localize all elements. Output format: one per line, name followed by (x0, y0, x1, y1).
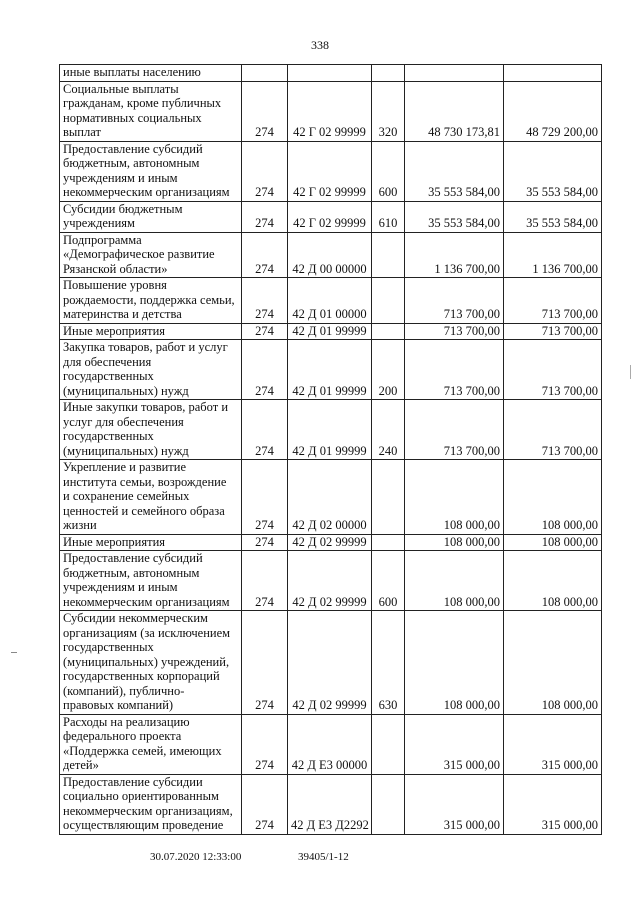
table-row (60, 611, 602, 715)
row-code: 274 (242, 323, 288, 340)
row-target-article: 42 Д 02 99999 (288, 534, 372, 551)
row-amount-1: 713 700,00 (405, 323, 504, 340)
row-amount-2: 713 700,00 (504, 400, 602, 460)
row-amount-2: 48 729 200,00 (504, 81, 602, 141)
row-amount-1: 315 000,00 (405, 714, 504, 774)
table-row (60, 340, 602, 400)
row-code: 274 (242, 534, 288, 551)
row-amount-2: 713 700,00 (504, 323, 602, 340)
row-expense-type: 630 (372, 611, 405, 715)
row-expense-type: 610 (372, 201, 405, 232)
table-row (60, 400, 602, 460)
row-amount-2: 315 000,00 (504, 774, 602, 834)
row-amount-1 (405, 65, 504, 82)
table-row (60, 141, 602, 201)
row-name: Социальные выплаты гражданам, кроме публичных нормативных социальных выплат (60, 81, 242, 141)
row-name: Закупка товаров, работ и услуг для обеспечения государственных (муниципальных) нужд (60, 340, 242, 400)
row-expense-type (372, 714, 405, 774)
row-amount-2: 108 000,00 (504, 460, 602, 535)
row-name: Предоставление субсидий бюджетным, автономным учреждениям и иным некоммерческим организациям (60, 141, 242, 201)
row-amount-1: 713 700,00 (405, 400, 504, 460)
row-amount-2: 35 553 584,00 (504, 201, 602, 232)
row-code: 274 (242, 340, 288, 400)
row-amount-2: 1 136 700,00 (504, 232, 602, 278)
row-expense-type: 600 (372, 141, 405, 201)
row-target-article: 42 Г 02 99999 (288, 201, 372, 232)
row-amount-1: 108 000,00 (405, 460, 504, 535)
row-code: 274 (242, 81, 288, 141)
row-target-article: 42 Д 01 99999 (288, 323, 372, 340)
row-amount-2: 108 000,00 (504, 551, 602, 611)
row-expense-type (372, 774, 405, 834)
table-row (60, 81, 602, 141)
row-name: Подпрограмма «Демографическое развитие Рязанской области» (60, 232, 242, 278)
table-row (60, 534, 602, 551)
row-name: Иные мероприятия (60, 534, 242, 551)
row-target-article: 42 Д Е3 Д2292 (288, 774, 372, 834)
row-code: 274 (242, 400, 288, 460)
footer-doc-number: 39405/1-12 (298, 851, 349, 863)
row-amount-1: 1 136 700,00 (405, 232, 504, 278)
table-row (60, 774, 602, 834)
row-expense-type (372, 232, 405, 278)
row-code: 274 (242, 551, 288, 611)
row-expense-type: 240 (372, 400, 405, 460)
row-name: Предоставление субсидий бюджетным, автономным учреждениям и иным некоммерческим организациям (60, 551, 242, 611)
row-amount-1: 108 000,00 (405, 551, 504, 611)
row-code: 274 (242, 201, 288, 232)
row-amount-1: 713 700,00 (405, 340, 504, 400)
row-amount-2: 713 700,00 (504, 278, 602, 324)
margin-mark (11, 652, 17, 653)
row-expense-type: 200 (372, 340, 405, 400)
row-target-article: 42 Д 02 99999 (288, 551, 372, 611)
row-expense-type (372, 278, 405, 324)
row-target-article: 42 Д 02 00000 (288, 460, 372, 535)
row-expense-type: 320 (372, 81, 405, 141)
row-amount-1: 713 700,00 (405, 278, 504, 324)
row-name: Субсидии некоммерческим организациям (за исключением государственных (муниципальных) учреждений, государственных корпораций (компаний), публично- правовых компаний) (60, 611, 242, 715)
budget-table-body (60, 65, 602, 835)
row-expense-type: 600 (372, 551, 405, 611)
row-expense-type (372, 534, 405, 551)
row-amount-1: 48 730 173,81 (405, 81, 504, 141)
budget-table (59, 64, 602, 835)
row-amount-2 (504, 65, 602, 82)
row-name: Субсидии бюджетным учреждениям (60, 201, 242, 232)
row-code: 274 (242, 774, 288, 834)
row-code: 274 (242, 460, 288, 535)
row-name: Иные мероприятия (60, 323, 242, 340)
row-code (242, 65, 288, 82)
row-amount-1: 108 000,00 (405, 611, 504, 715)
row-name: Иные закупки товаров, работ и услуг для обеспечения государственных (муниципальных) нужд (60, 400, 242, 460)
page-number: 338 (311, 38, 329, 52)
row-target-article: 42 Д 01 00000 (288, 278, 372, 324)
row-code: 274 (242, 141, 288, 201)
row-amount-1: 35 553 584,00 (405, 201, 504, 232)
row-name: Предоставление субсидии социально ориентированным некоммерческим организациям, осуществляющим проведение (60, 774, 242, 834)
row-code: 274 (242, 611, 288, 715)
row-name: иные выплаты населению (60, 65, 242, 82)
row-amount-2: 315 000,00 (504, 714, 602, 774)
row-amount-2: 108 000,00 (504, 534, 602, 551)
table-row (60, 460, 602, 535)
row-amount-1: 315 000,00 (405, 774, 504, 834)
row-amount-2: 713 700,00 (504, 340, 602, 400)
row-code: 274 (242, 232, 288, 278)
row-name: Повышение уровня рождаемости, поддержка семьи, материнства и детства (60, 278, 242, 324)
row-name: Укрепление и развитие института семьи, возрождение и сохранение семейных ценностей и семейного образа жизни (60, 460, 242, 535)
table-row (60, 551, 602, 611)
row-expense-type (372, 65, 405, 82)
row-target-article: 42 Г 02 99999 (288, 141, 372, 201)
row-code: 274 (242, 714, 288, 774)
row-amount-2: 108 000,00 (504, 611, 602, 715)
row-target-article: 42 Д 01 99999 (288, 400, 372, 460)
table-row (60, 201, 602, 232)
edge-mark (630, 365, 631, 379)
row-target-article: 42 Г 02 99999 (288, 81, 372, 141)
table-row (60, 323, 602, 340)
row-expense-type (372, 460, 405, 535)
row-target-article: 42 Д 00 00000 (288, 232, 372, 278)
table-row (60, 278, 602, 324)
footer-datetime: 30.07.2020 12:33:00 (150, 851, 242, 863)
row-target-article: 42 Д 01 99999 (288, 340, 372, 400)
row-amount-1: 108 000,00 (405, 534, 504, 551)
table-row (60, 65, 602, 82)
row-name: Расходы на реализацию федерального проекта «Поддержка семей, имеющих детей» (60, 714, 242, 774)
row-target-article: 42 Д Е3 00000 (288, 714, 372, 774)
table-row (60, 714, 602, 774)
row-target-article (288, 65, 372, 82)
table-row (60, 232, 602, 278)
row-target-article: 42 Д 02 99999 (288, 611, 372, 715)
row-expense-type (372, 323, 405, 340)
row-code: 274 (242, 278, 288, 324)
row-amount-2: 35 553 584,00 (504, 141, 602, 201)
row-amount-1: 35 553 584,00 (405, 141, 504, 201)
